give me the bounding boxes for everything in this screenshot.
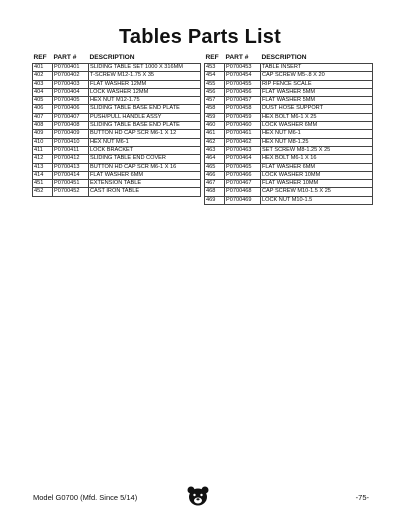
ref-cell: 459 (205, 113, 225, 121)
description-cell: LOCK WASHER 12MM (89, 88, 201, 96)
description-cell: LOCK WASHER 6MM (261, 122, 373, 130)
part-number-cell: P0700463 (225, 146, 261, 154)
part-number-cell: P0700410 (53, 138, 89, 146)
ref-cell: 466 (205, 171, 225, 179)
footer-model: Model G0700 (Mfd. Since 5/14) (33, 493, 138, 502)
ref-cell: 402 (33, 72, 53, 80)
table-header-row (205, 53, 373, 64)
part-number-cell: P0700459 (225, 113, 261, 121)
description-cell: TABLE INSERT (261, 64, 373, 72)
table-header-row (33, 53, 201, 64)
part-number-cell: P0700460 (225, 122, 261, 130)
description-cell: HEX NUT M6-1 (261, 130, 373, 138)
table-row (205, 146, 373, 154)
table-row (33, 155, 201, 163)
description-cell: HEX NUT M8-1.25 (261, 138, 373, 146)
bear-head-icon (186, 485, 210, 507)
part-number-cell: P0700454 (225, 72, 261, 80)
ref-cell: 411 (33, 146, 53, 154)
ref-cell: 458 (205, 105, 225, 113)
table-row (33, 146, 201, 154)
ref-cell: 451 (33, 180, 53, 188)
table-row (33, 88, 201, 96)
table-row (33, 163, 201, 171)
description-cell: CAST IRON TABLE (89, 188, 201, 196)
description-cell: BUTTON HD CAP SCR M6-1 X 12 (89, 130, 201, 138)
ref-cell: 460 (205, 122, 225, 130)
ref-cell: 467 (205, 180, 225, 188)
parts-table-right (204, 53, 373, 205)
description-header: DESCRIPTION (89, 54, 135, 61)
table-row (205, 113, 373, 121)
ref-cell: 463 (205, 146, 225, 154)
ref-header: REF (33, 54, 47, 61)
part-number-cell: P0700404 (53, 88, 89, 96)
table-row (33, 138, 201, 146)
description-cell: FLAT WASHER 6MM (261, 163, 373, 171)
ref-cell: 403 (33, 80, 53, 88)
part-number-cell: P0700467 (225, 180, 261, 188)
part-number-cell: P0700408 (53, 122, 89, 130)
description-cell: LOCK BRACKET (89, 146, 201, 154)
table-row (33, 130, 201, 138)
table-row (205, 122, 373, 130)
ref-cell: 452 (33, 188, 53, 196)
part-number-cell: P0700453 (225, 64, 261, 72)
part-number-cell: P0700407 (53, 113, 89, 121)
table-row (205, 64, 373, 72)
description-cell: LOCK NUT M10-1.5 (261, 196, 373, 204)
part-number-cell: P0700412 (53, 155, 89, 163)
table-row (205, 171, 373, 179)
ref-cell: 405 (33, 97, 53, 105)
description-cell: LOCK WASHER 10MM (261, 171, 373, 179)
description-cell: T-SCREW M12-1.75 X 35 (89, 72, 201, 80)
table-row (33, 171, 201, 179)
ref-cell: 455 (205, 80, 225, 88)
ref-cell: 401 (33, 64, 53, 72)
ref-cell: 407 (33, 113, 53, 121)
description-cell: SLIDING TABLE BASE END PLATE (89, 105, 201, 113)
part-number-cell: P0700466 (225, 171, 261, 179)
table-row (205, 80, 373, 88)
ref-cell: 409 (33, 130, 53, 138)
part-number-cell: P0700413 (53, 163, 89, 171)
ref-cell: 453 (205, 64, 225, 72)
description-header: DESCRIPTION (261, 54, 307, 61)
description-cell: FLAT WASHER 5MM (261, 97, 373, 105)
description-cell: HEX BOLT M6-1 X 25 (261, 113, 373, 121)
ref-cell: 414 (33, 171, 53, 179)
part-number-cell: P0700403 (53, 80, 89, 88)
description-cell: PUSH/PULL HANDLE ASSY (89, 113, 201, 121)
table-row (33, 105, 201, 113)
part-number-cell: P0700465 (225, 163, 261, 171)
part-number-cell: P0700468 (225, 188, 261, 196)
parts-table-left (32, 53, 201, 197)
part-number-cell: P0700402 (53, 72, 89, 80)
ref-cell: 412 (33, 155, 53, 163)
description-cell: SLIDING TABLE END COVER (89, 155, 201, 163)
description-cell: BUTTON HD CAP SCR M6-1 X 16 (89, 163, 201, 171)
table-row (205, 188, 373, 196)
part-number-cell: P0700458 (225, 105, 261, 113)
part-header: PART # (225, 54, 249, 61)
part-number-cell: P0700462 (225, 138, 261, 146)
ref-cell: 408 (33, 122, 53, 130)
ref-cell: 413 (33, 163, 53, 171)
description-cell: HEX NUT M6-1 (89, 138, 201, 146)
ref-cell: 469 (205, 196, 225, 204)
part-number-cell: P0700469 (225, 196, 261, 204)
parts-tables (32, 53, 372, 203)
table-row (205, 105, 373, 113)
description-cell: FLAT WASHER 10MM (261, 180, 373, 188)
part-number-cell: P0700451 (53, 180, 89, 188)
table-row (33, 97, 201, 105)
table-row (33, 64, 201, 72)
page-number: -75- (355, 493, 369, 502)
table-row (205, 72, 373, 80)
description-cell: FLAT WASHER 12MM (89, 80, 201, 88)
ref-cell: 456 (205, 88, 225, 96)
ref-cell: 457 (205, 97, 225, 105)
ref-cell: 461 (205, 130, 225, 138)
description-cell: HEX NUT M12-1.75 (89, 97, 201, 105)
part-number-cell: P0700409 (53, 130, 89, 138)
ref-cell: 468 (205, 188, 225, 196)
table-row (205, 196, 373, 204)
description-cell: CAP SCREW M10-1.5 X 25 (261, 188, 373, 196)
table-row (33, 80, 201, 88)
description-cell: SET SCREW M8-1.25 X 25 (261, 146, 373, 154)
description-cell: CAP SCREW M5-.8 X 20 (261, 72, 373, 80)
ref-header: REF (205, 54, 219, 61)
ref-cell: 465 (205, 163, 225, 171)
part-number-cell: P0700456 (225, 88, 261, 96)
description-cell: HEX BOLT M6-1 X 16 (261, 155, 373, 163)
table-row (33, 113, 201, 121)
table-row (33, 188, 201, 196)
ref-cell: 454 (205, 72, 225, 80)
ref-cell: 462 (205, 138, 225, 146)
description-cell: SLIDING TABLE BASE END PLATE (89, 122, 201, 130)
table-row (33, 122, 201, 130)
page-title: Tables Parts List (119, 26, 281, 48)
table-row (205, 180, 373, 188)
description-cell: DUST HOSE SUPPORT (261, 105, 373, 113)
description-cell: EXTENSION TABLE (89, 180, 201, 188)
description-cell: RIP FENCE SCALE (261, 80, 373, 88)
table-row (205, 138, 373, 146)
description-cell: FLAT WASHER 6MM (89, 171, 201, 179)
part-header: PART # (53, 54, 77, 61)
table-row (205, 130, 373, 138)
table-row (205, 163, 373, 171)
part-number-cell: P0700457 (225, 97, 261, 105)
part-number-cell: P0700411 (53, 146, 89, 154)
description-cell: FLAT WASHER 5MM (261, 88, 373, 96)
part-number-cell: P0700414 (53, 171, 89, 179)
table-row (33, 72, 201, 80)
table-row (205, 88, 373, 96)
ref-cell: 410 (33, 138, 53, 146)
description-cell: SLIDING TABLE SET 1000 X 316MM (89, 64, 201, 72)
part-number-cell: P0700405 (53, 97, 89, 105)
part-number-cell: P0700464 (225, 155, 261, 163)
ref-cell: 406 (33, 105, 53, 113)
table-row (205, 155, 373, 163)
part-number-cell: P0700455 (225, 80, 261, 88)
ref-cell: 404 (33, 88, 53, 96)
part-number-cell: P0700406 (53, 105, 89, 113)
table-row (205, 97, 373, 105)
ref-cell: 464 (205, 155, 225, 163)
part-number-cell: P0700401 (53, 64, 89, 72)
part-number-cell: P0700452 (53, 188, 89, 196)
table-row (33, 180, 201, 188)
part-number-cell: P0700461 (225, 130, 261, 138)
